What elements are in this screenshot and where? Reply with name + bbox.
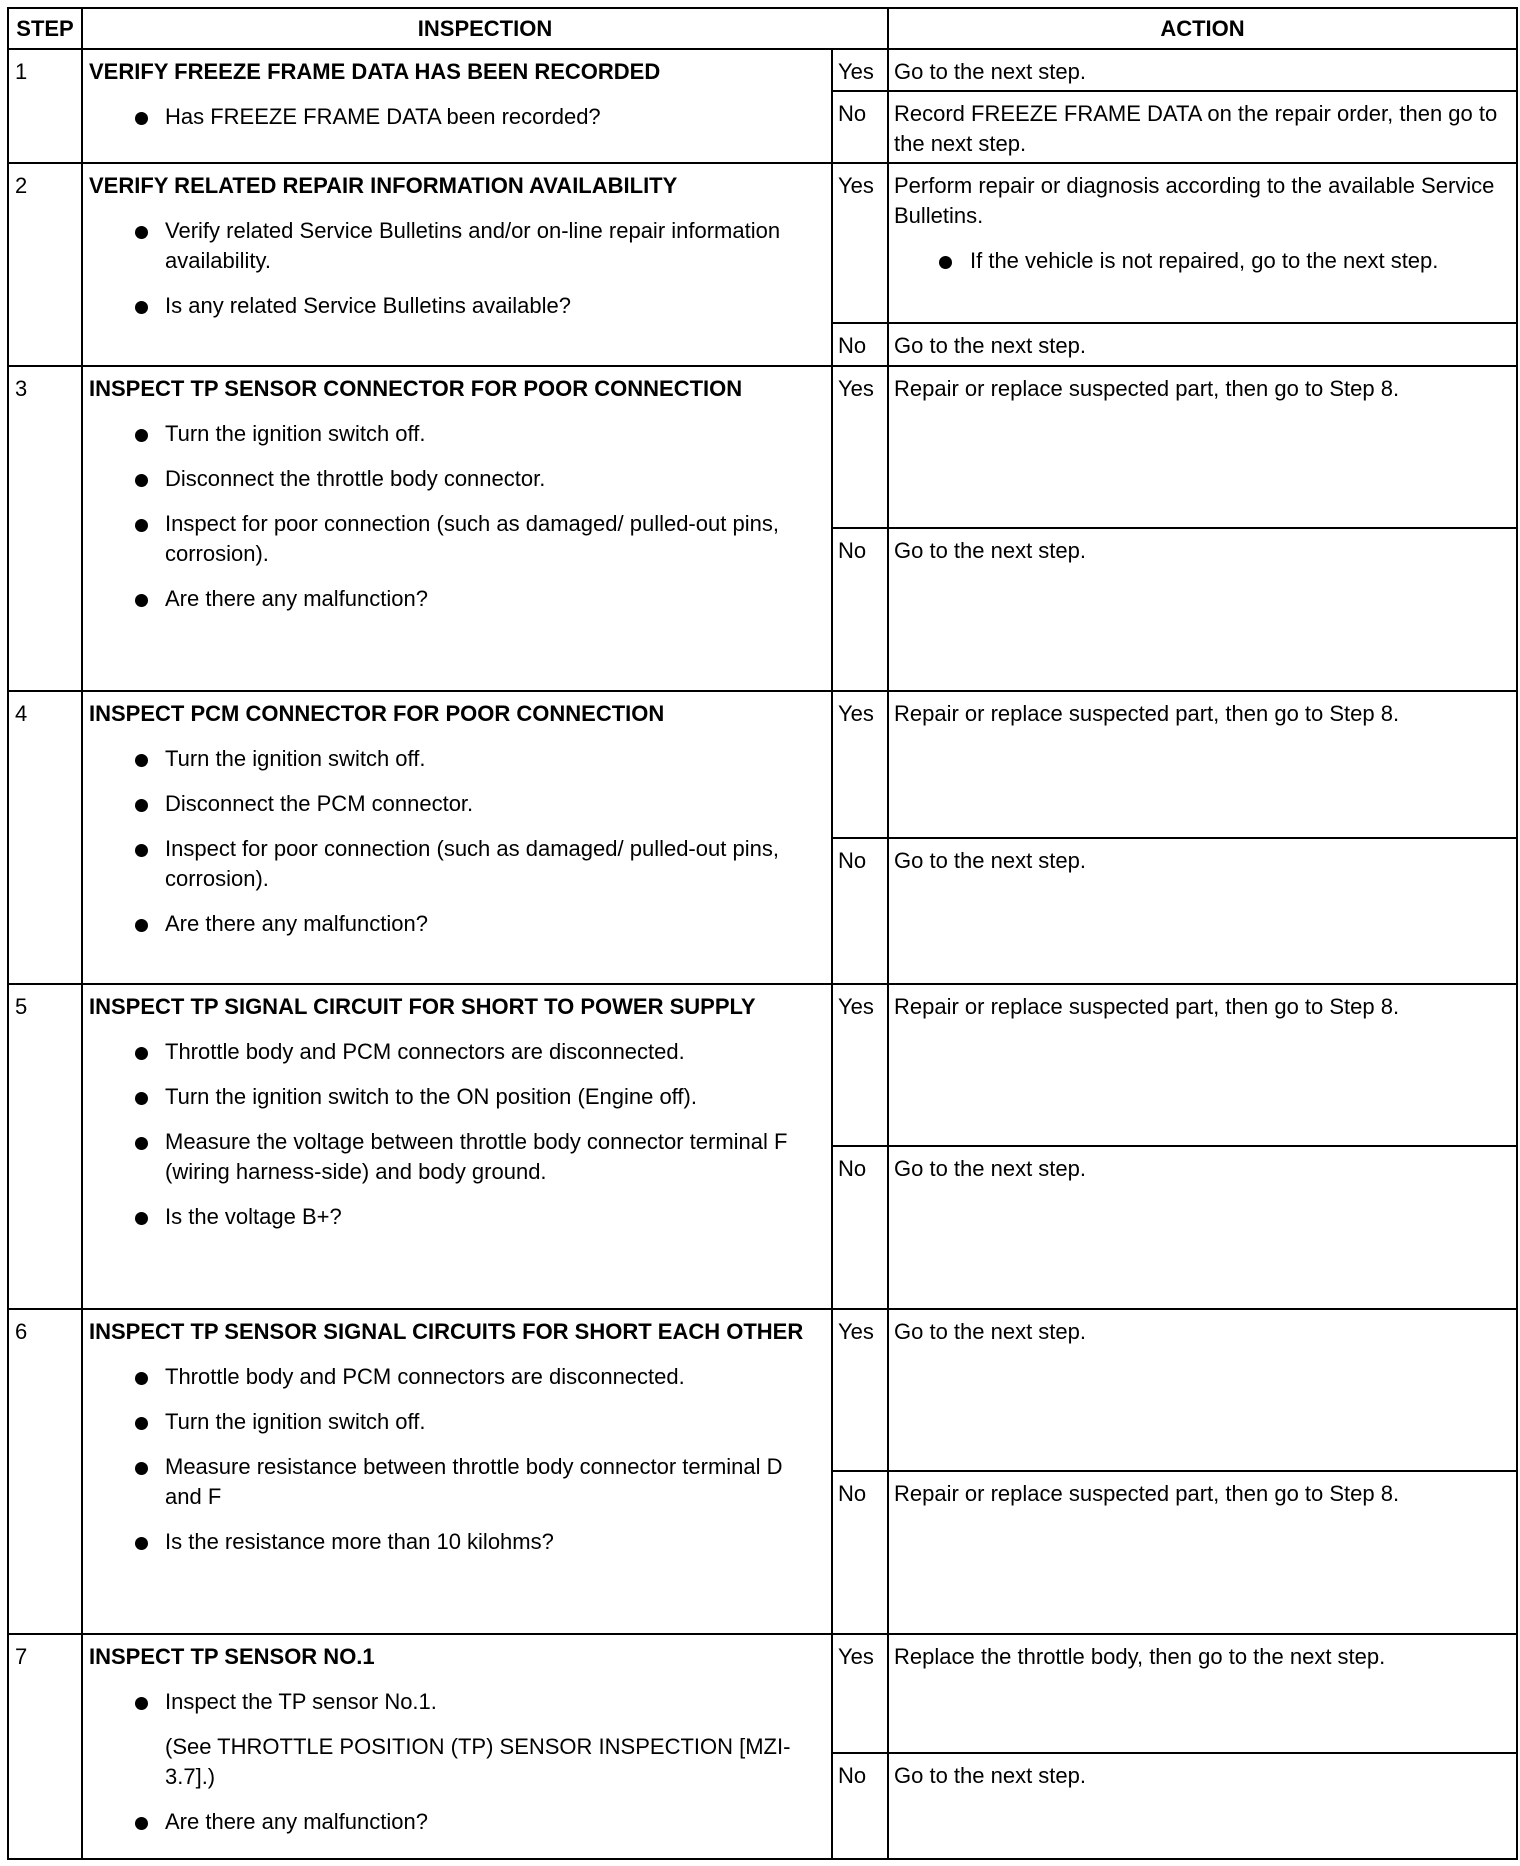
bullet-icon: [135, 799, 148, 812]
step-1-inspection: [82, 49, 832, 163]
bullet-item: Throttle body and PCM connectors are disconnected.: [89, 1037, 825, 1067]
bullet-item: Throttle body and PCM connectors are disconnected.: [89, 1362, 825, 1392]
bullet-item: Turn the ignition switch off.: [89, 744, 825, 774]
step-7-yes-row: [8, 1634, 1517, 1753]
bullet-icon: [135, 1697, 148, 1710]
step-title: VERIFY FREEZE FRAME DATA HAS BEEN RECORDED: [89, 59, 661, 84]
bullet-icon: [135, 754, 148, 767]
step-number: 4: [8, 691, 82, 984]
no-action: Go to the next step.: [888, 1753, 1517, 1859]
step-number: 5: [8, 984, 82, 1309]
bullet-item: Turn the ignition switch off.: [89, 419, 825, 449]
step-number: 6: [8, 1309, 82, 1634]
inspection-header: INSPECTION: [82, 8, 888, 49]
yes-label: Yes: [832, 984, 888, 1146]
action-bullet-item: If the vehicle is not repaired, go to the next step.: [894, 246, 1510, 276]
no-action: Go to the next step.: [888, 323, 1517, 366]
step-title: INSPECT TP SENSOR CONNECTOR FOR POOR CONNECTION: [89, 376, 743, 401]
bullet-item: Turn the ignition switch to the ON position (Engine off).: [89, 1082, 825, 1112]
bullet-icon: [135, 1092, 148, 1105]
bullet-item: Disconnect the throttle body connector.: [89, 464, 825, 494]
bullet-icon: [135, 1212, 148, 1225]
yes-label: Yes: [832, 163, 888, 323]
step-title: INSPECT PCM CONNECTOR FOR POOR CONNECTION: [89, 701, 665, 726]
bullet-icon: [135, 226, 148, 239]
bullet-icon: [135, 1137, 148, 1150]
bullet-item: Disconnect the PCM connector.: [89, 789, 825, 819]
yes-action: Perform repair or diagnosis according to the available Service Bulletins. If the vehicle is not repaired, go to the next step.: [888, 163, 1517, 323]
bullet-icon: [135, 1462, 148, 1475]
yes-action: Repair or replace suspected part, then go to Step 8.: [888, 366, 1517, 528]
yes-action: Repair or replace suspected part, then go to Step 8.: [888, 691, 1517, 838]
no-label: No: [832, 1753, 888, 1859]
bullet-item: Is any related Service Bulletins available?: [89, 291, 825, 321]
no-action: Record FREEZE FRAME DATA on the repair order, then go to the next step.: [888, 91, 1517, 163]
no-action: Repair or replace suspected part, then go to Step 8.: [888, 1471, 1517, 1634]
no-label: No: [832, 1471, 888, 1634]
no-action: Go to the next step.: [888, 1146, 1517, 1309]
bullet-item: Are there any malfunction?: [89, 909, 825, 939]
bullet-icon: [135, 429, 148, 442]
bullet-icon: [135, 844, 148, 857]
bullet-icon: [135, 1417, 148, 1430]
step-header: STEP: [8, 8, 82, 49]
no-label: No: [832, 91, 888, 163]
action-header: ACTION: [888, 8, 1517, 49]
reference-note: (See THROTTLE POSITION (TP) SENSOR INSPECTION [MZI-3.7].): [165, 1734, 791, 1789]
bullet-icon: [135, 301, 148, 314]
step-number: 1: [8, 49, 82, 163]
step-6-yes-row: [8, 1309, 1517, 1471]
bullet-item: Measure resistance between throttle body connector terminal D and F: [89, 1452, 825, 1512]
step-4-inspection: [82, 691, 832, 984]
bullet-item: Are there any malfunction?: [89, 1807, 825, 1837]
step-number: 3: [8, 366, 82, 691]
yes-action: Repair or replace suspected part, then go to Step 8.: [888, 984, 1517, 1146]
yes-label: Yes: [832, 691, 888, 838]
step-7-inspection: [82, 1634, 832, 1859]
bullet-icon: [135, 112, 148, 125]
no-label: No: [832, 528, 888, 691]
step-1-yes-row: [8, 49, 1517, 91]
step-2-inspection: [82, 163, 832, 366]
bullet-item: Measure the voltage between throttle body connector terminal F (wiring harness-side) and body ground.: [89, 1127, 825, 1187]
yes-label: Yes: [832, 1634, 888, 1753]
step-5-yes-row: [8, 984, 1517, 1146]
step-4-yes-row: [8, 691, 1517, 838]
bullet-item: Inspect for poor connection (such as damaged/ pulled-out pins, corrosion).: [89, 509, 825, 569]
header-row: [8, 8, 1517, 49]
bullet-item: Turn the ignition switch off.: [89, 1407, 825, 1437]
yes-action: Go to the next step.: [888, 49, 1517, 91]
step-6-inspection: [82, 1309, 832, 1634]
step-title: INSPECT TP SENSOR NO.1: [89, 1644, 375, 1669]
bullet-icon: [135, 919, 148, 932]
no-action: Go to the next step.: [888, 838, 1517, 984]
bullet-icon: [135, 1537, 148, 1550]
bullet-icon: [135, 1047, 148, 1060]
no-label: No: [832, 1146, 888, 1309]
step-5-inspection: [82, 984, 832, 1309]
bullet-icon: [939, 256, 952, 269]
step-3-inspection: [82, 366, 832, 691]
bullet-item: Has FREEZE FRAME DATA been recorded?: [89, 102, 825, 132]
bullet-item: Inspect the TP sensor No.1.: [89, 1687, 825, 1717]
step-title: INSPECT TP SENSOR SIGNAL CIRCUITS FOR SHORT EACH OTHER: [89, 1319, 804, 1344]
yes-action: Go to the next step.: [888, 1309, 1517, 1471]
step-title: VERIFY RELATED REPAIR INFORMATION AVAILABILITY: [89, 173, 678, 198]
bullet-item: Inspect for poor connection (such as damaged/ pulled-out pins, corrosion).: [89, 834, 825, 894]
bullet-item: Is the voltage B+?: [89, 1202, 825, 1232]
bullet-icon: [135, 519, 148, 532]
diagnostic-table: [7, 7, 1518, 1860]
step-2-yes-row: [8, 163, 1517, 323]
bullet-item: Verify related Service Bulletins and/or on-line repair information availability.: [89, 216, 825, 276]
bullet-icon: [135, 474, 148, 487]
step-number: 7: [8, 1634, 82, 1859]
step-3-yes-row: [8, 366, 1517, 528]
bullet-item: Is the resistance more than 10 kilohms?: [89, 1527, 825, 1557]
no-label: No: [832, 838, 888, 984]
bullet-icon: [135, 594, 148, 607]
bullet-item: Are there any malfunction?: [89, 584, 825, 614]
step-title: INSPECT TP SIGNAL CIRCUIT FOR SHORT TO POWER SUPPLY: [89, 994, 756, 1019]
bullet-icon: [135, 1372, 148, 1385]
step-number: 2: [8, 163, 82, 366]
yes-label: Yes: [832, 1309, 888, 1471]
yes-label: Yes: [832, 49, 888, 91]
no-action: Go to the next step.: [888, 528, 1517, 691]
yes-action: Replace the throttle body, then go to the next step.: [888, 1634, 1517, 1753]
bullet-icon: [135, 1817, 148, 1830]
no-label: No: [832, 323, 888, 366]
yes-label: Yes: [832, 366, 888, 528]
